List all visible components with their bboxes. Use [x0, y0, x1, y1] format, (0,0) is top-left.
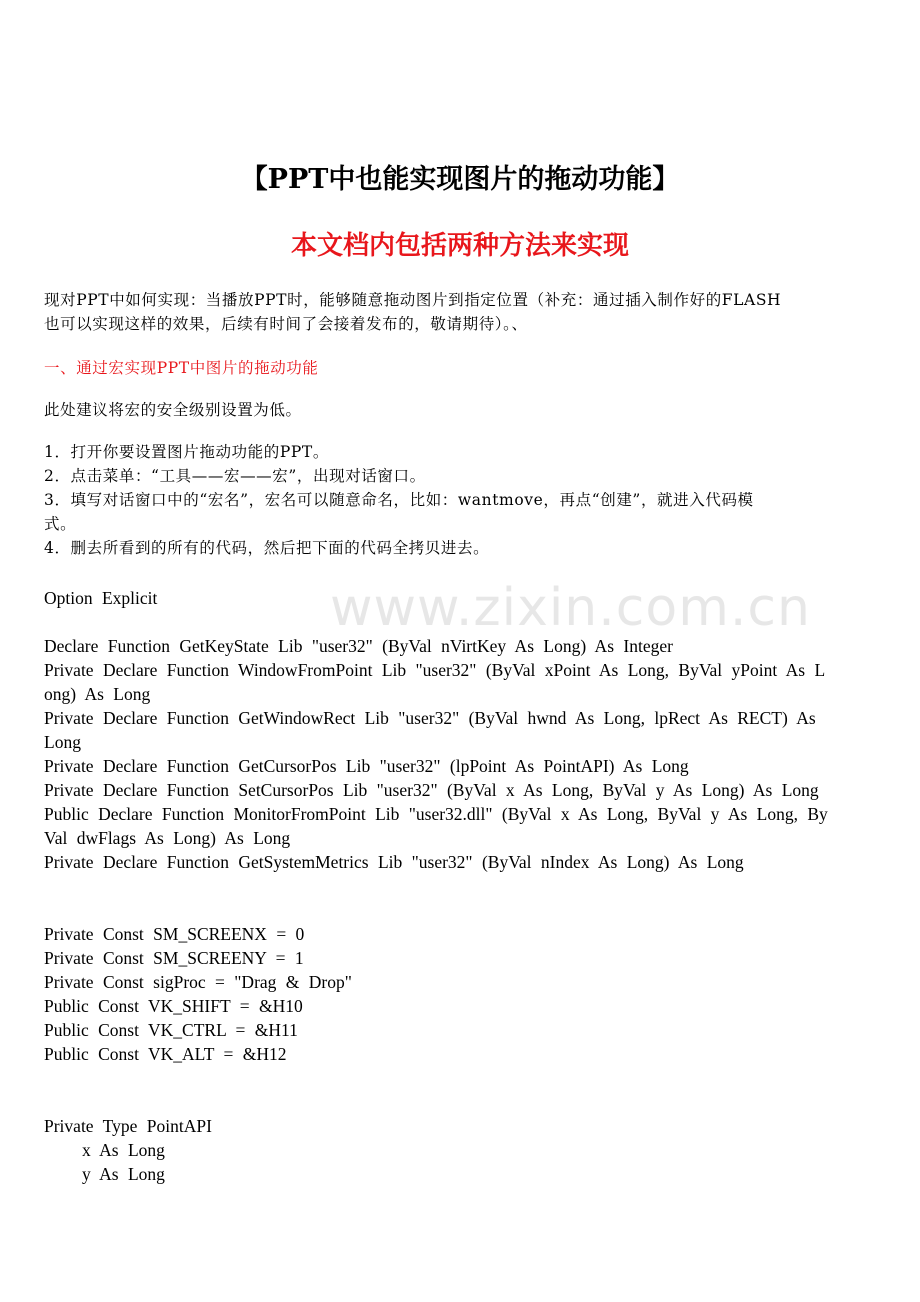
code-line-declare: Private Declare Function GetCursorPos Lib "user32" (lpPoint As PointAPI) As Long — [44, 756, 689, 776]
code-line-const: Private Const sigProc = "Drag & Drop" — [44, 972, 352, 992]
code-line-const: Private Const SM_SCREENY = 1 — [44, 948, 304, 968]
watermark: www.zixin.com.cn — [330, 578, 811, 638]
code-line-declare: Private Declare Function GetSystemMetrics Lib "user32" (ByVal nIndex As Long) As Long — [44, 852, 744, 872]
code-line-const: Public Const VK_SHIFT = &H10 — [44, 996, 303, 1016]
code-blank-line — [44, 898, 876, 922]
document-subtitle: 本文档内包括两种方法来实现 — [290, 231, 629, 261]
advice-text: 此处建议将宏的安全级别设置为低。 — [44, 401, 302, 419]
intro-line-2: 也可以实现这样的效果，后续有时间了会接着发布的，敬请期待）。、 — [44, 315, 528, 333]
code-line-type-field: y As Long — [82, 1164, 165, 1184]
code-line-declare: Declare Function GetKeyState Lib "user32" (ByVal nVirtKey As Long) As Integer — [44, 636, 673, 656]
code-line-declare: Private Declare Function GetWindowRect Lib "user32" (ByVal hwnd As Long, lpRect As RECT) As — [44, 708, 816, 728]
intro-line-1: 现对PPT中如何实现：当播放PPT时，能够随意拖动图片到指定位置（补充：通过插入制作好的FLASH — [44, 291, 782, 309]
step-1: 1．打开你要设置图片拖动功能的PPT。 — [44, 443, 329, 461]
code-block — [44, 586, 876, 1186]
code-blank-line — [44, 610, 876, 634]
step-3-continued: 式。 — [44, 515, 77, 533]
code-line-declare: Public Declare Function MonitorFromPoint Lib "user32.dll" (ByVal x As Long, ByVal y As Long, By — [44, 804, 828, 824]
code-blank-line — [44, 1090, 876, 1114]
code-line-type-header: Private Type PointAPI — [44, 1116, 212, 1136]
section-heading: 一、通过宏实现PPT中图片的拖动功能 — [44, 359, 319, 377]
code-blank-line — [44, 1066, 876, 1090]
code-line-option: Option Explicit — [44, 588, 158, 608]
code-line-const: Public Const VK_ALT = &H12 — [44, 1044, 287, 1064]
code-line-declare: ong) As Long — [44, 684, 151, 704]
step-4: 4．删去所看到的所有的代码，然后把下面的代码全拷贝进去。 — [44, 539, 490, 557]
code-line-declare: Val dwFlags As Long) As Long — [44, 828, 291, 848]
step-3: 3．填写对话窗口中的“宏名”，宏名可以随意命名，比如：wantmove，再点“创建”，就进入代码模 — [44, 491, 754, 509]
step-2: 2．点击菜单：“工具——宏——宏”，出现对话窗口。 — [44, 467, 426, 485]
code-line-const: Private Const SM_SCREENX = 0 — [44, 924, 305, 944]
code-blank-line — [44, 874, 876, 898]
code-line-declare: Private Declare Function WindowFromPoint Lib "user32" (ByVal xPoint As Long, ByVal yPoint As L — [44, 660, 826, 680]
document-title: 【PPT中也能实现图片的拖动功能】 — [240, 164, 680, 195]
code-line-declare: Long — [44, 732, 81, 752]
code-line-type-field: x As Long — [82, 1140, 165, 1160]
code-line-declare: Private Declare Function SetCursorPos Lib "user32" (ByVal x As Long, ByVal y As Long) As Long — [44, 780, 819, 800]
code-line-const: Public Const VK_CTRL = &H11 — [44, 1020, 298, 1040]
